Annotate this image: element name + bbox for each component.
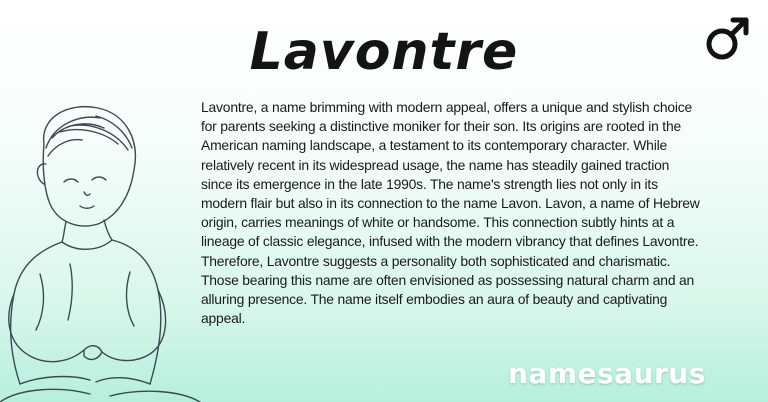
baby-eye-left <box>64 179 78 182</box>
baby-nose <box>84 192 90 195</box>
baby-hair <box>46 116 132 156</box>
baby-mouth <box>80 206 94 208</box>
baby-eye-right <box>92 177 106 180</box>
page-title: Lavontre <box>249 22 519 82</box>
baby-illustration <box>0 104 215 402</box>
male-symbol-icon <box>702 12 754 64</box>
baby-arm-left <box>9 294 84 362</box>
baby-collar <box>62 240 112 249</box>
baby-hands <box>84 346 102 360</box>
baby-body <box>11 240 161 384</box>
shirt-folds <box>36 264 134 330</box>
name-description: Lavontre, a name brimming with modern appeal, offers a unique and stylish choice for parents seeking a distinctive moniker for their son. Its origins are rooted in the American naming landscape, a testament to its contemporary character. While relatively recent in its widespread usage, the name has steadily gained traction since its emergence in the late 1990s. The name's strength lies not only in its modern flair but also in its connection to the name Lavon. Lavon, a name of Hebrew origin, carries meanings of white or handsome. This connection subtly hints at a lineage of classic elegance, infused with the modern vibrancy that defines Lavontre. Therefore, Lavontre suggests a personality both sophisticated and charismatic. Those bearing this name are often envisioned as possessing natural charm and an alluring presence. The name itself embodies an aura of beauty and captivating appeal. <box>201 99 700 327</box>
namesaurus-logo[interactable]: namesaurus <box>508 357 706 390</box>
baby-legs <box>0 377 200 402</box>
